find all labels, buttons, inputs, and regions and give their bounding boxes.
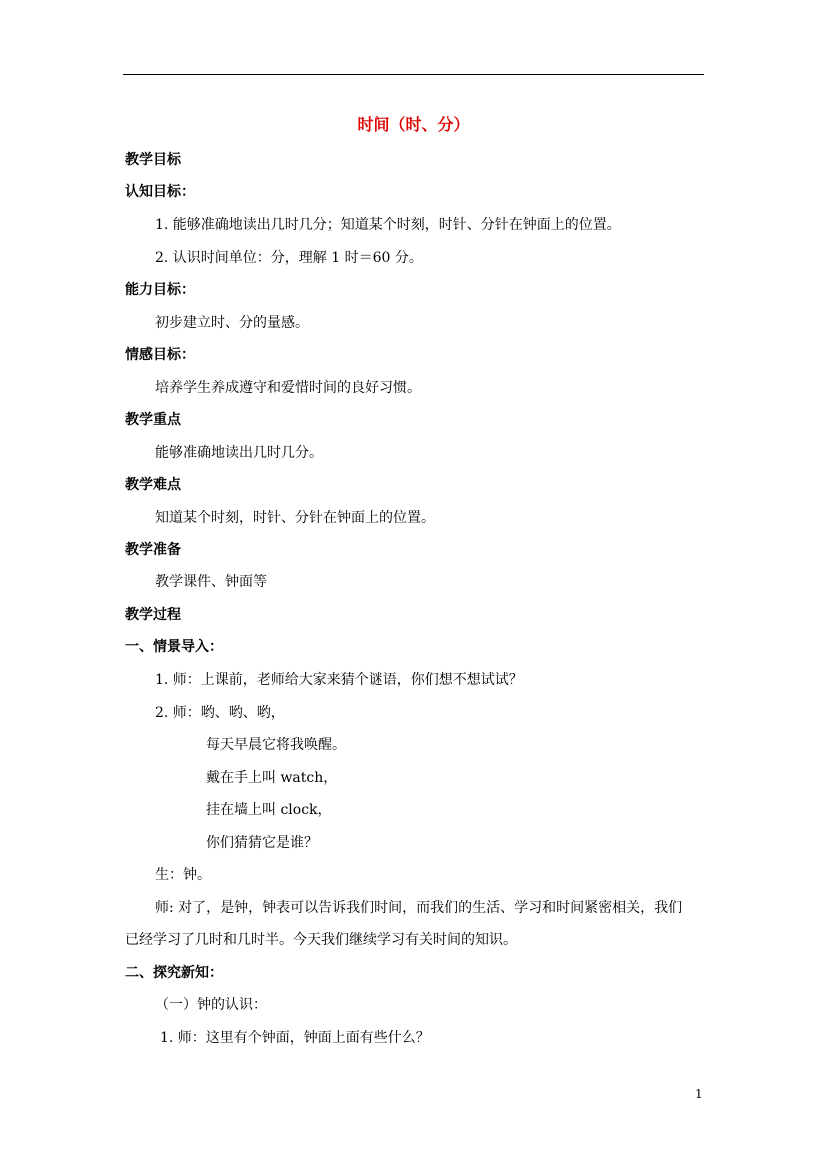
paragraph-line: 2. 认识时间单位：分，理解 1 时＝60 分。 bbox=[155, 250, 423, 266]
document-title: 时间（时、分） bbox=[357, 115, 470, 134]
paragraph-line: 知道某个时刻，时针、分针在钟面上的位置。 bbox=[155, 510, 435, 526]
subheading-emotional-objectives: 情感目标： bbox=[125, 347, 195, 363]
paragraph-line: 1. 能够准确地读出几时几分；知道某个时刻，时针、分针在钟面上的位置。 bbox=[155, 217, 621, 233]
paragraph-line: 初步建立时、分的量感。 bbox=[155, 315, 309, 331]
riddle-line: 你们猜猜它是谁？ bbox=[206, 835, 318, 851]
paragraph-line: 1. 师：上课前，老师给大家来猜个谜语，你们想不想试试？ bbox=[155, 672, 523, 688]
section-heading-explore-new-knowledge: 二、探究新知： bbox=[125, 965, 223, 981]
paragraph-line: 能够准确地读出几时几分。 bbox=[155, 445, 323, 461]
riddle-line: 每天早晨它将我唤醒。 bbox=[206, 737, 346, 753]
paragraph-line: 培养学生养成遵守和爱惜时间的良好习惯。 bbox=[155, 380, 421, 396]
paragraph-line: 1. 师：这里有个钟面，钟面上面有些什么？ bbox=[160, 1030, 430, 1046]
page-number: 1 bbox=[695, 1087, 703, 1101]
riddle-line: 戴在手上叫 watch， bbox=[206, 770, 338, 786]
heading-teaching-preparation: 教学准备 bbox=[125, 542, 181, 558]
riddle-line: 挂在墙上叫 clock， bbox=[206, 802, 332, 818]
header-rule bbox=[123, 74, 704, 75]
paragraph-line: 已经学习了几时和几时半。今天我们继续学习有关时间的知识。 bbox=[125, 932, 517, 948]
heading-teaching-objectives: 教学目标 bbox=[125, 152, 181, 168]
paragraph-line: 生：钟。 bbox=[155, 867, 211, 883]
paragraph-line: 教学课件、钟面等 bbox=[155, 574, 267, 590]
heading-teaching-focus: 教学重点 bbox=[125, 412, 181, 428]
heading-teaching-process: 教学过程 bbox=[125, 607, 181, 623]
paragraph-line: 2. 师：哟、哟、哟， bbox=[155, 705, 285, 721]
subheading-ability-objectives: 能力目标： bbox=[125, 282, 195, 298]
paragraph-line: 师: 对了，是钟，钟表可以告诉我们时间，而我们的生活、学习和时间紧密相关，我们 bbox=[155, 900, 683, 916]
subsection-heading: （一）钟的认识： bbox=[155, 997, 267, 1013]
subheading-cognitive-objectives: 认知目标： bbox=[125, 184, 195, 200]
section-heading-scenario-intro: 一、情景导入： bbox=[125, 639, 223, 655]
heading-teaching-difficulty: 教学难点 bbox=[125, 477, 181, 493]
